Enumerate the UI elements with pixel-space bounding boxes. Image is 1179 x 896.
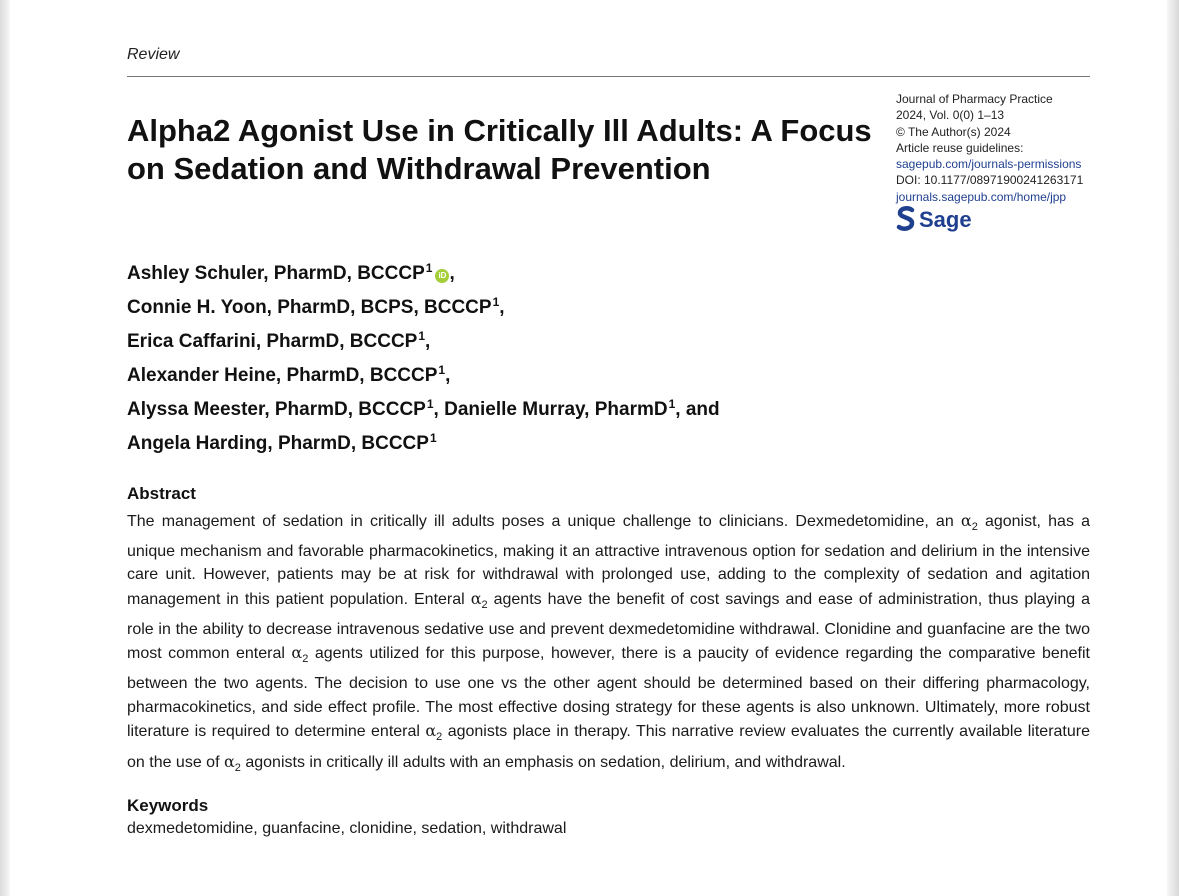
separator: , xyxy=(425,331,431,352)
author-line-2 xyxy=(127,288,720,322)
author-name: Ashley Schuler, PharmD, BCCCP xyxy=(127,263,425,284)
abstract-text: agents utilized for this purpose, however, there is a paucity of evidence regarding the comparative benefit between the two agents. The decision to use one vs the other agent should be determined based on their differing pharmacology, pharmacokinetics, and side effect profile. The most effective dosing strategy for these agents is also unknown. Ultimately, more robust literature is required to determine enteral xyxy=(127,645,1090,741)
author-line-4 xyxy=(127,356,720,390)
abstract-text: The management of sedation in critically ill adults poses a unique challenge to clinicians. Dexmedetomidine, an xyxy=(127,513,961,530)
article-type-label: Review xyxy=(127,46,180,63)
page-shadow-right xyxy=(1167,0,1179,896)
separator: , xyxy=(433,399,439,420)
alpha-symbol: α xyxy=(960,511,972,530)
page-shadow-left xyxy=(0,0,10,896)
affiliation-mark: 1 xyxy=(438,363,446,377)
author-name: Alexander Heine, PharmD, BCCCP xyxy=(127,365,438,386)
journal-meta xyxy=(896,91,1083,205)
author-name: Connie H. Yoon, PharmD, BCPS, BCCCP xyxy=(127,297,492,318)
abstract-text: agonists place in therapy. This narrative review evaluates the currently available literature on the use of xyxy=(127,723,1090,772)
copyright-line: © The Author(s) 2024 xyxy=(896,124,1011,139)
alpha-subscript: 2 xyxy=(481,599,488,612)
alpha-subscript: 2 xyxy=(971,521,978,534)
abstract-text: agonists in critically ill adults with an emphasis on sedation, delirium, and withdrawal. xyxy=(240,754,846,772)
author-line-3 xyxy=(127,322,720,356)
affiliation-mark: 1 xyxy=(426,397,434,411)
journal-name: Journal of Pharmacy Practice xyxy=(896,92,1053,106)
reuse-label: Article reuse guidelines: xyxy=(896,140,1024,155)
author-line-5 xyxy=(127,390,720,424)
sage-s-icon xyxy=(896,206,916,234)
abstract-text: agents have the benefit of cost savings and ease of administration, thus playing a role in the ability to decrease intravenous sedative use and prevent dexmedetomidine withdrawal. Clonidine and guanfacine are the two most common enteral xyxy=(127,590,1091,663)
abstract-text: agonist, has a unique mechanism and favorable pharmacokinetics, making it an attractive intravenous option for sedation and delirium in the intensive care unit. However, patients may be at risk for withdrawal with prolonged use, adding to the complexity of sedation and agitation management in this patient population. Enteral xyxy=(127,513,1090,608)
article-title: Alpha2 Agonist Use in Critically Ill Adults: A Focus on Sedation and Withdrawal Prevention xyxy=(127,113,872,186)
alpha-subscript: 2 xyxy=(302,653,309,666)
abstract-heading: Abstract xyxy=(127,484,196,503)
permissions-link[interactable]: sagepub.com/journals-permissions xyxy=(896,157,1082,172)
affiliation-mark: 1 xyxy=(668,397,676,411)
author-line-1 xyxy=(127,254,720,288)
journal-home-link[interactable]: journals.sagepub.com/home/jpp xyxy=(896,189,1067,204)
alpha-symbol: α xyxy=(291,643,303,663)
sage-wordmark: Sage xyxy=(919,207,972,232)
author-name: Danielle Murray, PharmD xyxy=(444,399,668,420)
author-list xyxy=(127,254,720,458)
separator: , xyxy=(449,263,455,284)
author-line-6 xyxy=(127,424,720,458)
separator: , xyxy=(499,297,505,318)
affiliation-mark: 1 xyxy=(492,295,500,309)
author-name: Erica Caffarini, PharmD, BCCCP xyxy=(127,331,418,352)
abstract-body xyxy=(127,509,1090,781)
affiliation-mark: 1 xyxy=(418,329,426,343)
affiliation-mark: 1 xyxy=(429,431,437,445)
alpha-symbol: α xyxy=(470,588,482,608)
keywords-list: dexmedetomidine, guanfacine, clonidine, sedation, withdrawal xyxy=(127,820,567,837)
alpha-subscript: 2 xyxy=(234,762,241,775)
author-name: Alyssa Meester, PharmD, BCCCP xyxy=(127,399,426,420)
separator: , xyxy=(445,365,451,386)
volume-line: 2024, Vol. 0(0) 1–13 xyxy=(896,108,1005,123)
alpha-symbol: α xyxy=(223,752,235,772)
doi-line: DOI: 10.1177/08971900241263171 xyxy=(896,173,1084,188)
alpha-subscript: 2 xyxy=(436,731,443,744)
header-rule xyxy=(127,76,1090,77)
publisher-logo xyxy=(896,206,972,234)
author-name: Angela Harding, PharmD, BCCCP xyxy=(127,433,429,454)
separator: , and xyxy=(675,399,720,420)
affiliation-mark: 1 xyxy=(425,261,433,275)
alpha-symbol: α xyxy=(425,721,437,741)
orcid-icon[interactable]: iD xyxy=(435,269,449,283)
keywords-heading: Keywords xyxy=(127,796,209,815)
